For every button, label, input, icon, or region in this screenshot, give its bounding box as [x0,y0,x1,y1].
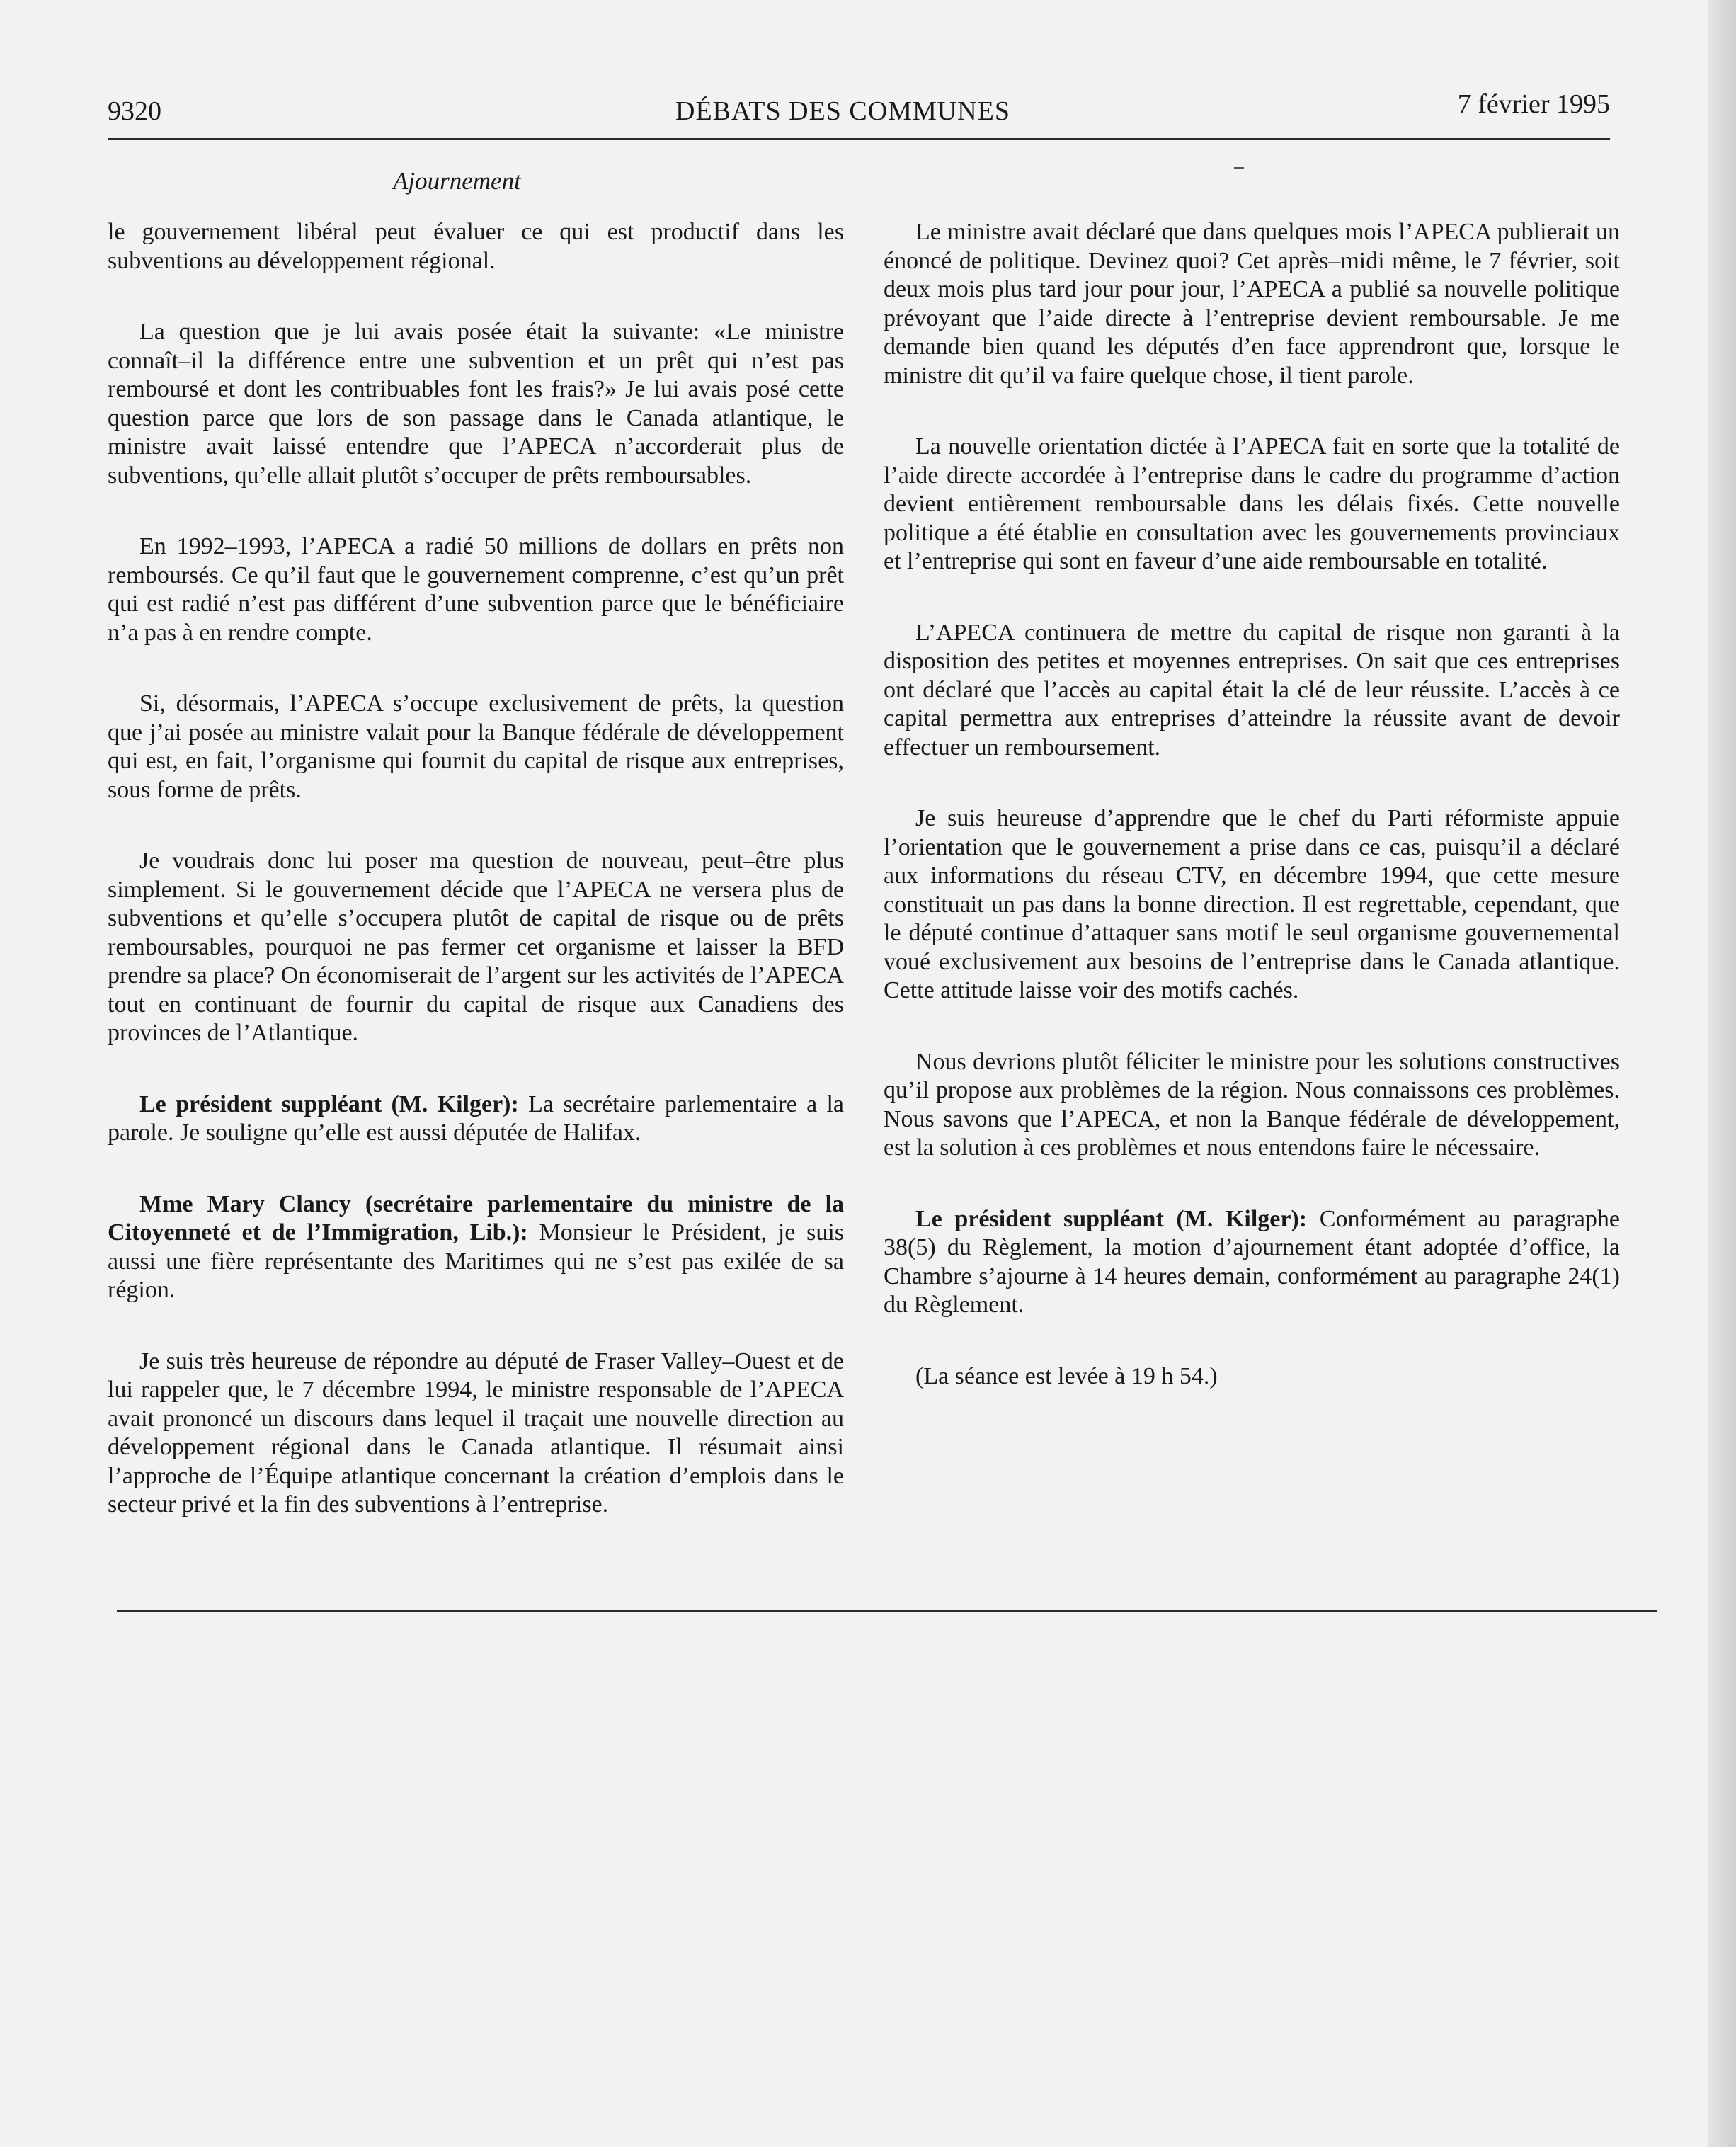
paragraph: Le ministre avait déclaré que dans quelques mois l’APECA publierait un énoncé de politique. Devinez quoi? Cet après–midi même, le 7 février, soit deux mois plus tard jour pour jour, l’APECA a publié sa nouvelle politique prévoyant que l’aide directe à l’entreprise devient remboursable. Je me demande bien quand les députés d’en face apprendront que, lorsque le ministre dit qu’il va faire quelque chose, il tient parole. [884,219,1620,389]
paragraph: Je suis heureuse d’apprendre que le chef du Parti réformiste appuie l’orientation que le gouvernement a prise dans ce cas, puisqu’il a déclaré aux informations du réseau CTV, en décembre 1994, que cette mesure constituait un pas dans la bonne direction. Il est regrettable, cependant, que le député continue d’attaquer sans motif le seul organisme gouvernemental voué exclusivement aux besoins de l’entreprise dans le Canada atlantique. Cette attitude laisse voir des motifs cachés. [884,805,1620,1003]
scan-mark [1234,167,1244,169]
speech-paragraph [108,1090,844,1148]
speech-text: Conformément au paragraphe 38(5) du Règlement, la motion d’ajournement étant adoptée d’office, la Chambre s’ajourne à 14 heures demain, conformément au paragraphe 24(1) du Règlement. [884,1205,1620,1318]
left-column [108,218,844,1562]
paragraph: Je suis très heureuse de répondre au député de Fraser Valley–Ouest et de lui rappeler que, le 7 décembre 1994, le ministre responsable de l’APECA avait prononcé un discours dans lequel il traçait une nouvelle direction au développement régional dans le Canada atlantique. Il résumait ainsi l’approche de l’Équipe atlantique concernant la création d’emplois dans le secteur privé et la fin des subventions à l’entreprise. [108,1348,844,1517]
paragraph: L’APECA continuera de mettre du capital de risque non garanti à la disposition des petites et moyennes entreprises. On sait que ces entreprises ont déclaré que l’accès au capital était la clé de leur réussite. L’accès à ce capital permettra aux entreprises d’atteindre la réussite avant de devoir effectuer un remboursement. [884,619,1620,761]
speaker-name: Le président suppléant (M. Kilger): [915,1205,1308,1232]
bottom-rule [117,1610,1657,1612]
paragraph: Nous devrions plutôt féliciter le ministre pour les solutions constructives qu’il propose aux problèmes de la région. Nous connaissons ces problèmes. Nous savons que l’APECA, et non la Banque fédérale de développement, est la solution à ces problèmes et nous entendons faire le nécessaire. [884,1048,1620,1161]
page-number: 9320 [108,96,161,126]
running-head [108,89,1610,140]
speech-text: Monsieur le Président, je suis aussi une fière représentante des Maritimes qui ne s’est pas exilée de sa région. [108,1219,845,1303]
issue-date: 7 février 1995 [1457,89,1610,119]
paragraph: En 1992–1993, l’APECA a radié 50 millions de dollars en prêts non remboursés. Ce qu’il faut que le gouvernement comprenne, c’est qu’un prêt qui est radié n’est pas différent d’une subvention parce que le bénéficiaire n’a pas à en rendre compte. [108,533,844,646]
paragraph: La question que je lui avais posée était la suivante: «Le ministre connaît–il la différence entre une subvention et un prêt qui n’est pas remboursé et dont les contribuables font les frais?» Je lui avais posé cette question parce que lors de son passage dans le Canada atlantique, le ministre avait laissé entendre que l’APECA n’accorderait plus de subventions, qu’elle allait plutôt s’occuper de prêts remboursables. [108,319,844,489]
paragraph: Si, désormais, l’APECA s’occupe exclusivement de prêts, la question que j’ai posée au ministre valait pour la Banque fédérale de développement qui est, en fait, l’organisme qui fournit du capital de risque aux entreprises, sous forme de prêts. [108,690,844,803]
sitting-adjourned-note: (La séance est levée à 19 h 54.) [915,1362,1218,1389]
speech-paragraph [884,1205,1620,1320]
speaker-name: Mme Mary Clancy (secrétaire parlementaire du ministre de la Citoyenneté et de l’Immigration, Lib.): [108,1190,844,1246]
paragraph: le gouvernement libéral peut évaluer ce qui est productif dans les subventions au développement régional. [108,219,844,274]
paragraph: Je voudrais donc lui poser ma question de nouveau, peut–être plus simplement. Si le gouvernement décide que l’APECA ne versera plus de subventions et qu’elle s’occupera plutôt de capital de risque ou de prêts remboursables, pourquoi ne pas fermer cet organisme et laisser la BFD prendre sa place? On économiserait de l’argent sur les activités de l’APECA tout en continuant de fournir du capital de risque aux Canadiens des provinces de l’Atlantique. [108,848,844,1046]
speech-paragraph [108,1190,844,1305]
scan-edge [1708,0,1736,2147]
speaker-name: Le président suppléant (M. Kilger): [139,1090,519,1117]
paragraph: La nouvelle orientation dictée à l’APECA fait en sorte que la totalité de l’aide directe accordée à l’entreprise dans le cadre du programme d’action devient entièrement remboursable dans les délais fixés. Cette nouvelle politique a été établie en consultation avec les gouvernements provinciaux et l’entreprise qui sont en faveur d’une aide remboursable en totalité. [884,433,1620,574]
section-title: Ajournement [393,167,521,195]
right-column [884,218,1620,1433]
speech-text: La secrétaire parlementaire a la parole. Je souligne qu’elle est aussi députée de Halifax. [108,1090,845,1146]
journal-title: DÉBATS DES COMMUNES [675,96,1010,126]
